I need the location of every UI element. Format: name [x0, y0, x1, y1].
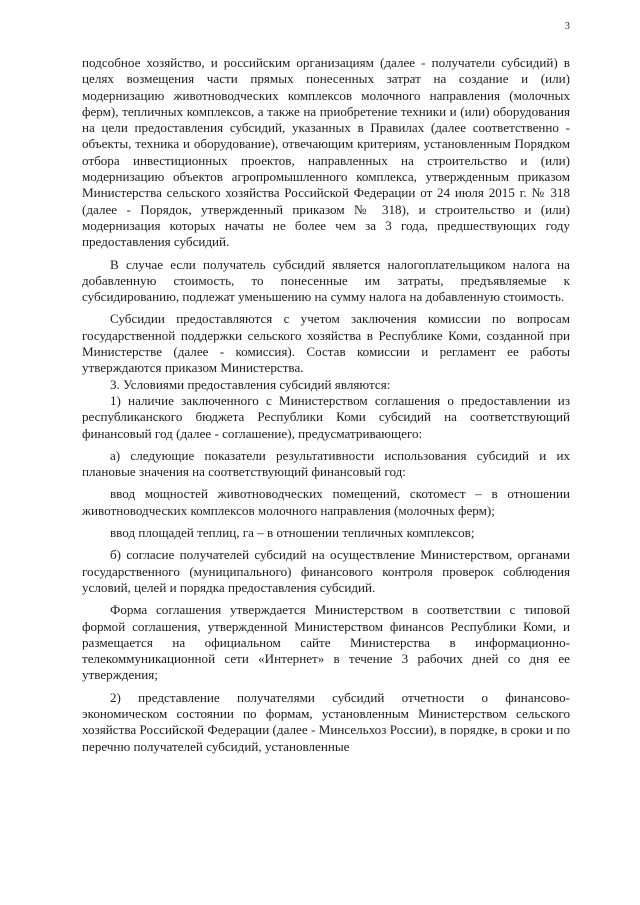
paragraph: ввод площадей теплиц, га – в отношении тепличных комплексов; — [110, 525, 475, 541]
paragraph: 1) наличие заключенного с Министерством соглашения о предоставлении из республиканского бюджета Республики Коми субсидий на соответствующий финансовый год (далее - соглашение), предусматривающего: — [82, 392, 570, 441]
paragraph: Субсидии предоставляются с учетом заключения комиссии по вопросам государственной поддержки сельского хозяйства в Республике Коми, созданной при Министерстве (далее - комиссия). Состав комиссии и регламент ее работы утверждаются приказом Министерства. — [82, 311, 570, 376]
paragraph: б) согласие получателей субсидий на осуществление Министерством, органами государственного (муниципального) финансового контроля проверок соблюдения условий, целей и порядка предоставления субсидий. — [82, 547, 570, 595]
document-body — [82, 55, 570, 761]
paragraph: В случае если получатель субсидий является налогоплательщиком налога на добавленную стоимость, то понесенные им затраты, предъявляемые к субсидированию, подлежат уменьшению на сумму налога на добавленную стоимость. — [82, 256, 570, 305]
page-number: 3 — [564, 20, 570, 32]
paragraph: 2) представление получателями субсидий отчетности о финансово-экономическом состоянии по формам, установленным Министерством сельского хозяйства Российской Федерации (далее - Минсельхоз России), в порядке, в сроки и по перечню получателей субсидий, установленные — [82, 689, 570, 754]
paragraph: Форма соглашения утверждается Министерством в соответствии с типовой формой соглашения, утвержденной Министерством финансов Республики Коми, и размещается на официальном сайте Министерства в информационно-телекоммуникационной сети «Интернет» в течение 3 рабочих дней со дня ее утверждения; — [82, 602, 570, 683]
paragraph: подсобное хозяйство, и российским организациям (далее - получатели субсидий) в целях возмещения части прямых понесенных затрат на создание и (или) модернизацию животноводческих комплексов молочного направления (молочных ферм), тепличных комплексов, а также на приобретение техники и (или) оборудования на цели предоставления субсидий, указанных в Правилах (далее соответственно - объекты, техника и оборудование), отвечающим критериям, установленным Порядком отбора инвестиционных проектов, направленных на строительство и (или) модернизацию объектов агропромышленного комплекса, утвержденным приказом Министерства сельского хозяйства Российской Федерации от 24 июля 2015 г. № 318 (далее - Порядок, утвержденный приказом № 318), и строительство и (или) модернизация которых начаты не более чем за 3 года, предшествующих году предоставления субсидий. — [82, 55, 570, 250]
paragraph: а) следующие показатели результативности использования субсидий и их плановые значения на соответствующий финансовый год: — [82, 447, 570, 480]
paragraph: ввод мощностей животноводческих помещений, скотомест – в отношении животноводческих комплексов молочного направления (молочных ферм); — [82, 486, 570, 518]
paragraph: 3. Условиями предоставления субсидий являются: — [110, 376, 391, 392]
